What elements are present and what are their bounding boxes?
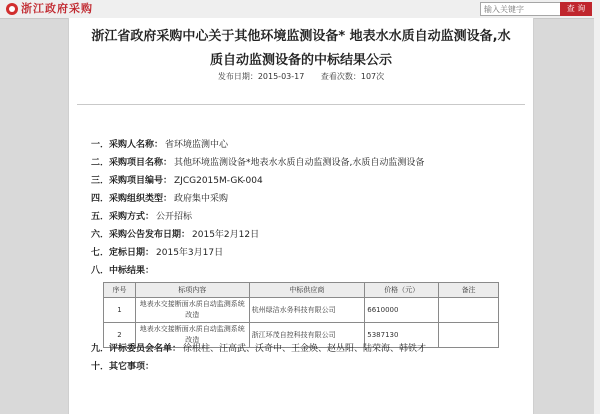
field-label: 二．采购项目名称：	[91, 158, 173, 168]
cell-content: 地表水交接断面水质自动监测系统改造	[135, 298, 249, 323]
cell-no: 1	[104, 298, 136, 323]
field-label: 十．其它事项：	[91, 362, 155, 372]
notice-card	[68, 18, 534, 414]
notice-meta	[69, 71, 533, 82]
field-value: 公开招标	[156, 212, 193, 222]
field-label: 九．评标委员会名单：	[91, 344, 182, 354]
field-value: 其他环境监测设备*地表水水质自动监测设备,水质自动监测设备	[174, 158, 425, 168]
field-value: 2015年3月17日	[156, 248, 224, 258]
field-award-result	[91, 263, 156, 276]
logo-text: 浙江政府采购	[21, 2, 93, 15]
field-purchaser	[91, 137, 228, 150]
top-bar	[0, 0, 600, 19]
cell-supplier: 浙江环茂自控科技有限公司	[249, 323, 365, 348]
table-row	[104, 298, 499, 323]
field-label: 三．采购项目编号：	[91, 176, 173, 186]
award-results-table	[103, 282, 499, 348]
field-label: 六．采购公告发布日期：	[91, 230, 191, 240]
search-input[interactable]	[480, 2, 562, 16]
view-count: 查看次数：107次	[320, 72, 385, 81]
cell-price: 6610000	[365, 298, 439, 323]
field-procurement-method	[91, 209, 192, 222]
site-logo[interactable]	[6, 2, 93, 16]
field-value: 省环境监测中心	[165, 140, 229, 150]
cell-price: 5387130	[365, 323, 439, 348]
field-label: 七．定标日期：	[91, 248, 155, 258]
field-value: 2015年2月12日	[192, 230, 260, 240]
field-organization-type	[91, 191, 228, 204]
col-header-content: 标项内容	[135, 283, 249, 298]
field-value: ZJCG2015M-GK-004	[174, 176, 263, 186]
publish-date: 发布日期：2015-03-17	[217, 72, 305, 81]
table-header-row	[104, 283, 499, 298]
field-project-name	[91, 155, 424, 168]
col-header-price: 价格（元）	[365, 283, 439, 298]
field-label: 五．采购方式：	[91, 212, 155, 222]
logo-emblem-icon	[6, 3, 18, 15]
cell-note	[439, 298, 499, 323]
field-project-number	[91, 173, 263, 186]
divider	[77, 104, 525, 105]
cell-no: 2	[104, 323, 136, 348]
search-button[interactable]: 查 询	[560, 2, 592, 16]
col-header-no: 序号	[104, 283, 136, 298]
page-scrollbar[interactable]	[594, 18, 600, 414]
field-award-date	[91, 245, 223, 258]
field-label: 四．采购组织类型：	[91, 194, 173, 204]
col-header-supplier: 中标供应商	[249, 283, 365, 298]
field-label: 一．采购人名称：	[91, 140, 164, 150]
field-announcement-date	[91, 227, 259, 240]
field-label: 八．中标结果：	[91, 266, 155, 276]
field-value: 政府集中采购	[174, 194, 229, 204]
cell-supplier: 杭州绿洁水务科技有限公司	[249, 298, 365, 323]
page-title: 浙江省政府采购中心关于其他环境监测设备* 地表水水质自动监测设备,水质自动监测设备的中标结果公示	[91, 29, 511, 68]
field-value: 徐根柱、汪高武、沃奇中、王金焕、赵丛阳、陆荣海、韩铁才	[183, 344, 427, 354]
field-other-matters	[91, 359, 156, 372]
cell-content: 地表水交接断面水质自动监测系统改造	[135, 323, 249, 348]
cell-note	[439, 323, 499, 348]
col-header-note: 备注	[439, 283, 499, 298]
field-committee	[91, 341, 426, 354]
